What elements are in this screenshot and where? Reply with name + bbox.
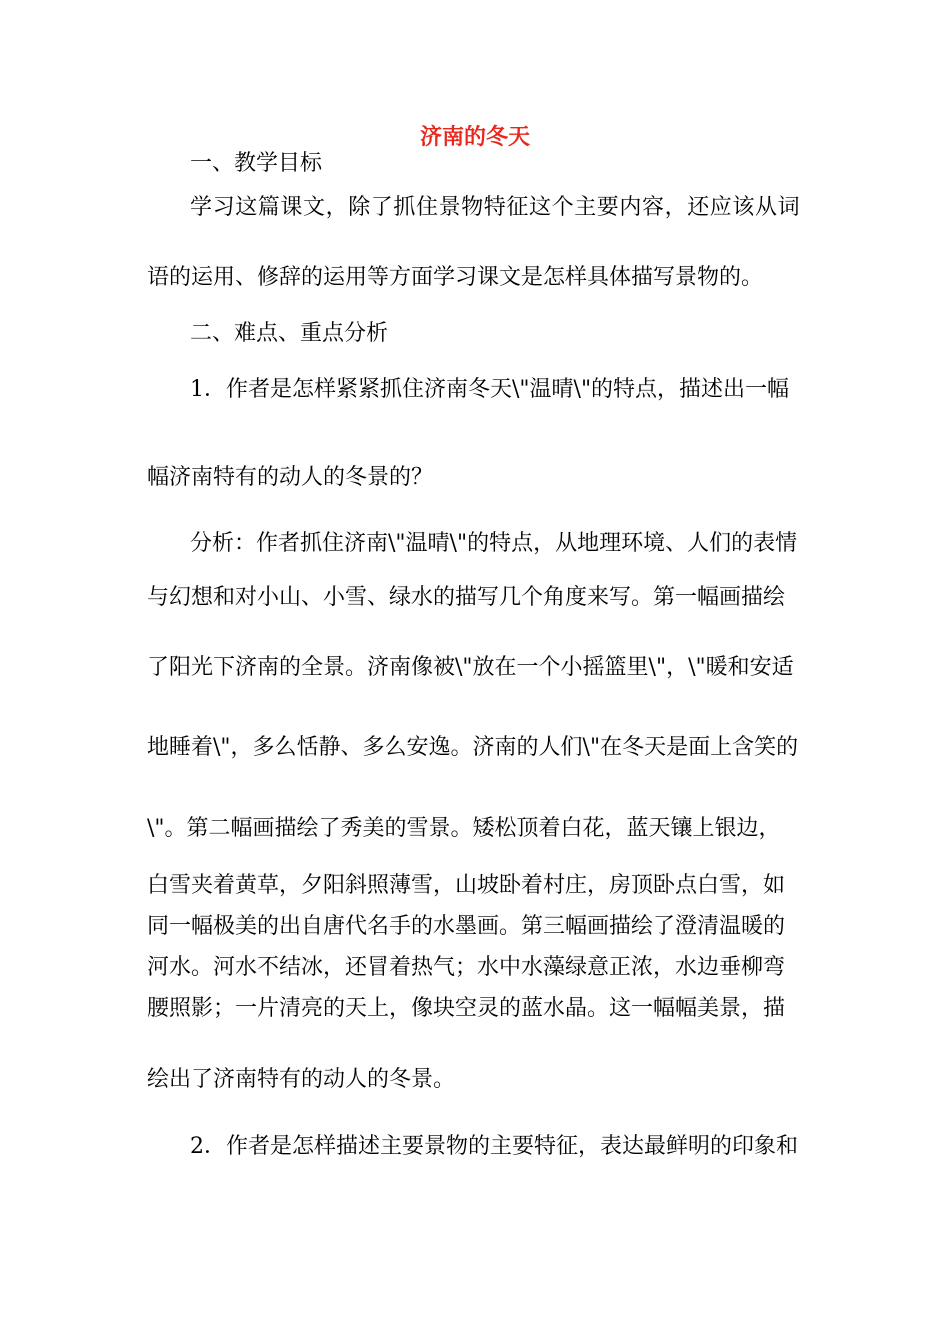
section-heading-analysis: 二、难点、重点分析 bbox=[190, 321, 389, 346]
paragraph-line: 学习这篇课文，除了抓住景物特征这个主要内容，还应该从词 bbox=[190, 195, 801, 220]
paragraph-line: 白雪夹着黄草，夕阳斜照薄雪，山坡卧着村庄，房顶卧点白雪，如 bbox=[147, 873, 786, 898]
question-line: 幅济南特有的动人的冬景的？ bbox=[147, 465, 434, 490]
paragraph-line: 分析：作者抓住济南\"温晴\"的特点，从地理环境、人们的表情 bbox=[190, 531, 798, 556]
paragraph-line: 了阳光下济南的全景。济南像被\"放在一个小摇篮里\"，\"暖和安适 bbox=[147, 655, 794, 680]
section-heading-teaching-goals: 一、教学目标 bbox=[190, 151, 323, 176]
question-line: 2．作者是怎样描述主要景物的主要特征，表达最鲜明的印象和 bbox=[190, 1134, 798, 1159]
paragraph-line: 河水。河水不结冰，还冒着热气；水中水藻绿意正浓，水边垂柳弯 bbox=[147, 955, 786, 980]
paragraph-line: \"。第二幅画描绘了秀美的雪景。矮松顶着白花，蓝天镶上银边， bbox=[147, 816, 781, 841]
paragraph-line: 腰照影；一片清亮的天上，像块空灵的蓝水晶。这一幅幅美景，描 bbox=[147, 996, 786, 1021]
paragraph-line: 地睡着\"，多么恬静、多么安逸。济南的人们\"在冬天是面上含笑的 bbox=[147, 735, 799, 760]
paragraph-line: 语的运用、修辞的运用等方面学习课文是怎样具体描写景物的。 bbox=[147, 265, 764, 290]
document-title: 济南的冬天 bbox=[419, 124, 530, 150]
question-line: 1．作者是怎样紧紧抓住济南冬天\"温晴\"的特点，描述出一幅 bbox=[190, 377, 790, 402]
paragraph-line: 同一幅极美的出自唐代名手的水墨画。第三幅画描绘了澄清温暖的 bbox=[147, 914, 786, 939]
paragraph-line: 绘出了济南特有的动人的冬景。 bbox=[147, 1067, 456, 1092]
paragraph-line: 与幻想和对小山、小雪、绿水的描写几个角度来写。第一幅画描绘 bbox=[147, 585, 786, 610]
